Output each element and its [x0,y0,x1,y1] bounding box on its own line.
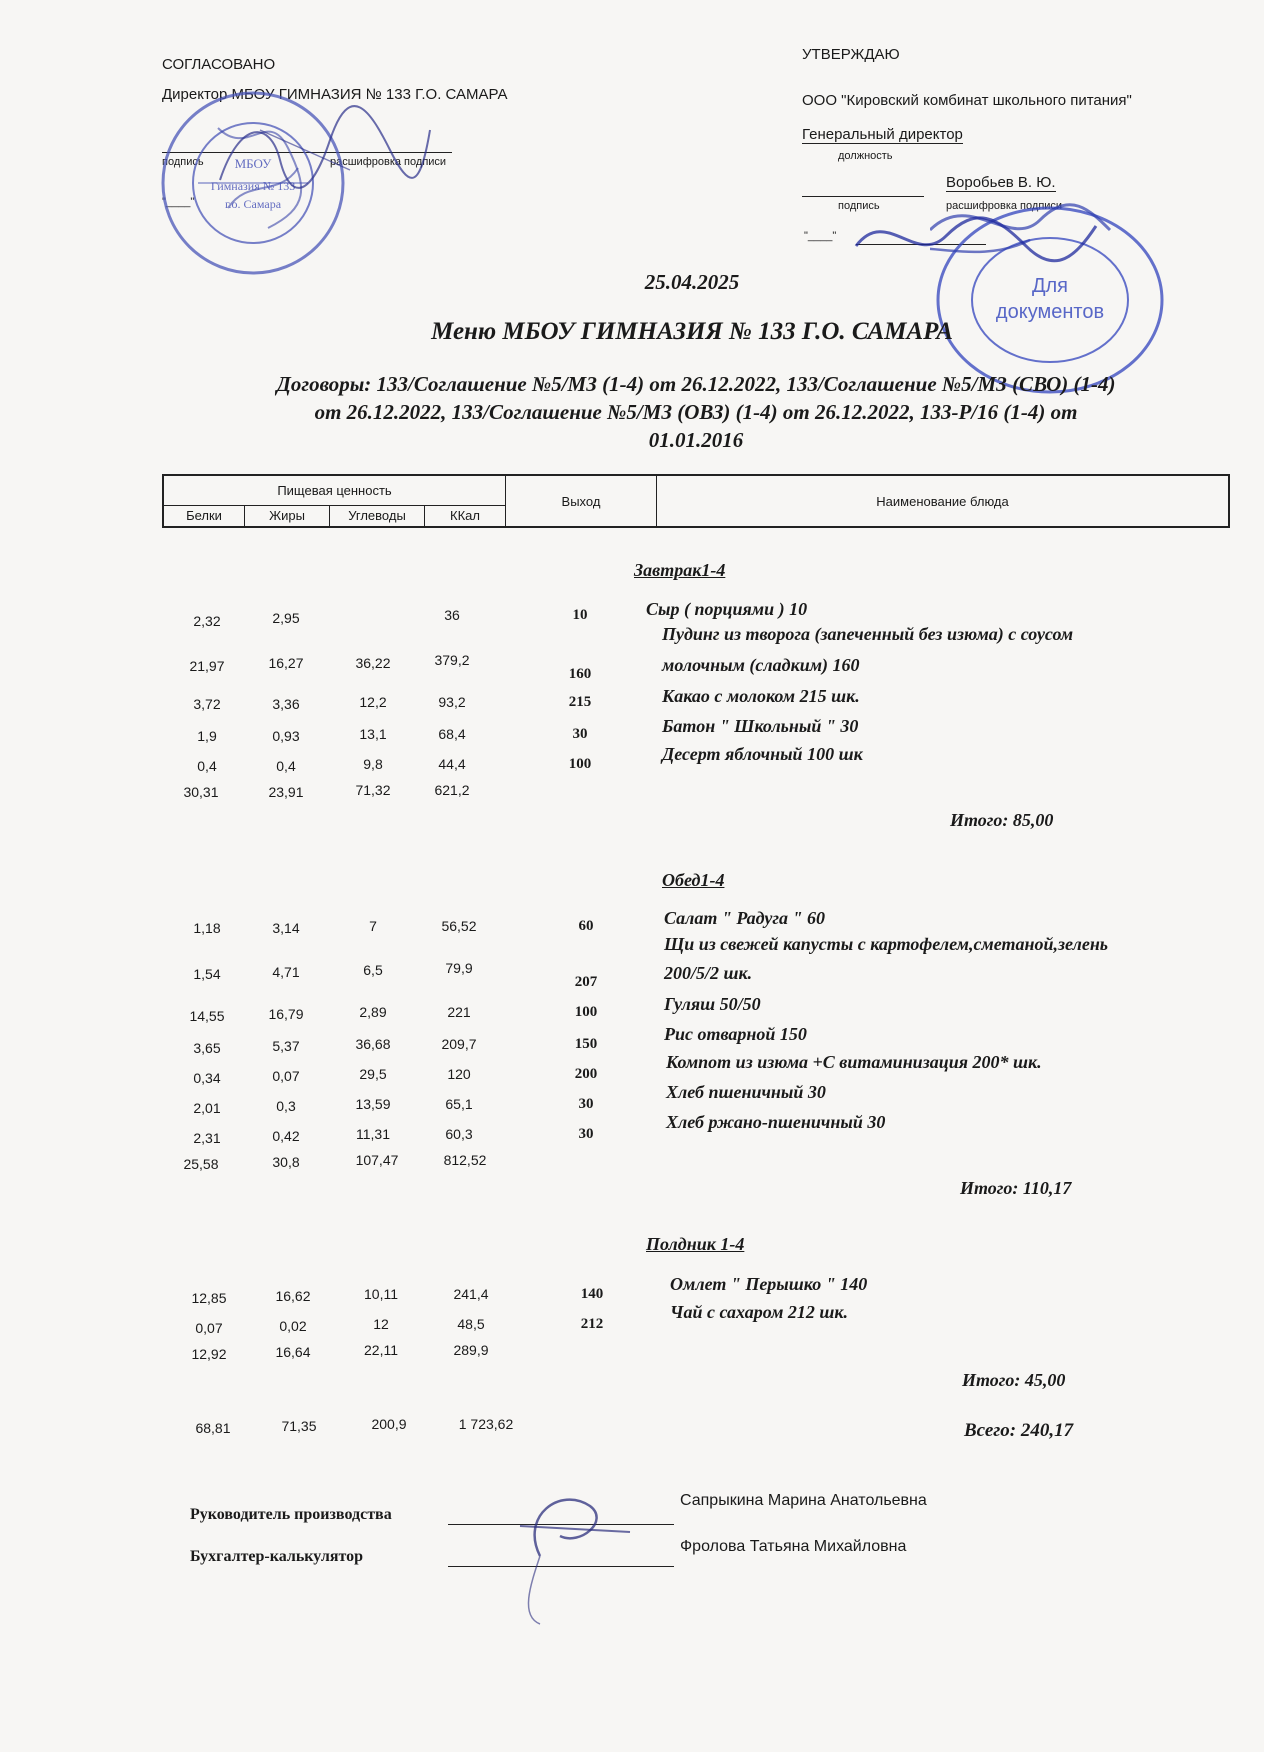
carbs-cell: 6,5 [363,962,383,978]
kcal-cell: 56,52 [441,918,477,934]
stamp-left-line-3: г.о. Самара [224,197,282,211]
fat-grand-total: 71,35 [281,1418,317,1434]
carbs-cell: 36,22 [355,655,391,671]
header-nutrition: Пищевая ценность [163,475,506,505]
dish-name: Хлеб пшеничный 30 [666,1082,826,1102]
kcal-cell: 379,2 [434,652,470,668]
yield-cell: 215 [568,694,592,710]
header-carbs: Углеводы [330,505,425,527]
protein-cell: 0,4 [197,758,217,774]
yield-cell: 100 [574,1004,598,1020]
fat-cell: 5,37 [272,1038,300,1054]
carbs-cell: 11,31 [356,1126,390,1142]
protein-grand-total: 68,81 [195,1420,231,1436]
dish-name: Салат " Радуга " 60 [664,908,825,928]
header-protein: Белки [163,505,245,527]
kcal-grand-total: 1 723,62 [458,1416,514,1432]
header-dish-name: Наименование блюда [657,475,1230,527]
protein-cell: 0,34 [193,1070,221,1086]
dish-name: Хлеб ржано-пшеничный 30 [666,1112,886,1132]
yield-cell: 160 [568,666,592,682]
section-title-breakfast: Завтрак1-4 [634,560,726,580]
fat-cell: 3,14 [272,920,300,936]
dish-name-line-2: молочным (сладким) 160 [662,655,860,675]
protein-cell: 0,07 [195,1320,223,1336]
menu-date: 25.04.2025 [644,270,740,294]
approval-right-title: УТВЕРЖДАЮ [802,46,900,63]
carbs-cell: 13,1 [359,726,387,742]
kcal-total: 621,2 [434,782,470,798]
carbs-cell: 12,2 [359,694,387,710]
contracts-line-2: от 26.12.2022, 133/Соглашение №5/МЗ (ОВЗ) (1-4) от 26.12.2022, 133-Р/16 (1-4) от [314,400,1078,424]
fat-total: 23,91 [268,784,304,800]
kcal-cell: 48,5 [457,1316,485,1332]
carbs-cell: 10,11 [364,1286,398,1302]
dish-name: Щи из свежей капусты с картофелем,сметаной,зелень [664,934,1109,954]
carbs-cell: 36,68 [355,1036,391,1052]
fat-cell: 0,3 [276,1098,296,1114]
header-fat: Жиры [245,505,330,527]
dish-name: Какао с молоком 215 шк. [662,686,860,706]
fat-cell: 16,79 [268,1006,304,1022]
dish-name: Батон " Школьный " 30 [662,716,859,736]
yield-cell: 100 [568,756,592,772]
carbs-cell: 9,8 [363,756,383,772]
carbs-cell: 2,89 [359,1004,387,1020]
carbs-total: 71,32 [355,782,391,798]
protein-cell: 3,72 [193,696,221,712]
fat-cell: 0,02 [279,1318,307,1334]
lunch-itogo: Итого: 110,17 [960,1178,1072,1198]
kcal-cell: 209,7 [441,1036,477,1052]
header-yield: Выход [506,475,657,527]
yield-cell: 60 [578,918,594,934]
yield-cell: 140 [580,1286,604,1302]
protein-cell: 3,65 [193,1040,221,1056]
yield-cell: 30 [572,726,588,742]
approval-right-org: ООО "Кировский комбинат школьного питания" [802,92,1132,109]
right-sign-line [802,196,924,197]
kcal-cell: 65,1 [445,1096,473,1112]
dish-name: Пудинг из творога (запеченный без изюма) с соусом [662,624,1074,644]
approval-left-title: СОГЛАСОВАНО [162,56,276,73]
approval-right-position-label: должность [838,150,893,162]
kcal-total: 812,52 [443,1152,487,1168]
kcal-cell: 68,4 [438,726,466,742]
fat-cell: 0,4 [276,758,296,774]
left-date-quote: "____" [162,196,195,208]
snack-itogo: Итого: 45,00 [962,1370,1066,1390]
stamp-right-line-2: документов [995,301,1105,323]
carbs-grand-total: 200,9 [371,1416,407,1432]
dish-name: Омлет " Перышко " 140 [670,1274,868,1294]
carbs-total: 107,47 [355,1152,399,1168]
fat-total: 30,8 [272,1154,300,1170]
fat-cell: 16,62 [275,1288,311,1304]
protein-cell: 2,32 [193,613,221,629]
handwritten-signature-gendir [846,206,1106,276]
vsego-total: Всего: 240,17 [964,1420,1074,1441]
carbs-cell: 13,59 [355,1096,391,1112]
signature-name-accountant: Фролова Татьяна Михайловна [680,1538,907,1555]
contracts-line-1: Договоры: 133/Соглашение №5/МЗ (1-4) от 26.12.2022, 133/Соглашение №5/МЗ (СВО) (1-4) [276,372,1116,396]
fat-cell: 16,27 [268,655,304,671]
signature-role-accountant: Бухгалтер-калькулятор [190,1548,364,1565]
protein-cell: 14,55 [189,1008,225,1024]
dish-name: Компот из изюма +С витаминизация 200* шк. [666,1052,1042,1072]
kcal-total: 289,9 [453,1342,489,1358]
approval-right-name: Воробьев В. Ю. [946,174,1056,191]
left-sign-label: подпись [162,156,204,168]
kcal-cell: 120 [447,1066,471,1082]
contracts-line-3: 01.01.2016 [648,428,744,452]
right-decode-label: расшифровка подписи [946,200,1063,212]
right-date-quote: "____" [804,230,837,242]
section-title-lunch: Обед1-4 [662,870,725,890]
carbs-total: 22,11 [364,1342,398,1358]
protein-cell: 1,54 [193,966,221,982]
protein-total: 30,31 [183,784,219,800]
yield-cell: 200 [574,1066,598,1082]
fat-cell: 0,42 [272,1128,300,1144]
protein-total: 12,92 [191,1346,227,1362]
menu-title: Меню МБОУ ГИМНАЗИЯ № 133 Г.О. САМАРА [431,318,953,345]
fat-cell: 2,95 [272,610,300,626]
protein-cell: 2,01 [193,1100,221,1116]
yield-cell: 207 [574,974,598,990]
protein-cell: 1,9 [197,728,217,744]
section-title-snack: Полдник 1-4 [646,1234,745,1254]
yield-cell: 10 [572,607,588,623]
left-decode-label: расшифровка подписи [330,156,447,168]
fat-cell: 0,93 [272,728,300,744]
yield-cell: 150 [574,1036,598,1052]
yield-cell: 30 [578,1126,594,1142]
dish-name: Сыр ( порциями ) 10 [646,599,808,619]
kcal-cell: 60,3 [445,1126,473,1142]
dish-name-line-2: 200/5/2 шк. [664,963,753,983]
carbs-cell: 7 [369,918,377,934]
kcal-cell: 79,9 [445,960,473,976]
yield-cell: 212 [580,1316,604,1332]
kcal-cell: 44,4 [438,756,466,772]
fat-total: 16,64 [275,1344,311,1360]
menu-table-header [162,474,1230,528]
carbs-cell: 29,5 [359,1066,387,1082]
kcal-cell: 36 [444,607,460,623]
approval-left-director: Директор МБОУ ГИМНАЗИЯ № 133 Г.О. САМАРА [162,86,508,103]
contracts-block [162,370,1230,454]
fat-cell: 3,36 [272,696,300,712]
handwritten-signature-production [480,1476,700,1626]
kcal-cell: 241,4 [453,1286,489,1302]
signature-role-production: Руководитель производства [190,1506,392,1523]
protein-cell: 2,31 [193,1130,221,1146]
handwritten-signature-director [200,100,440,210]
protein-total: 25,58 [183,1156,219,1172]
dish-name: Гуляш 50/50 [664,994,761,1014]
signature-name-production: Сапрыкина Марина Анатольевна [680,1492,927,1509]
protein-cell: 21,97 [189,658,225,674]
fat-cell: 0,07 [272,1068,300,1084]
fat-cell: 4,71 [272,964,300,980]
stamp-right-line-1: Для [1031,275,1069,297]
protein-cell: 12,85 [191,1290,227,1306]
stamp-left-line-1: МБОУ [234,156,272,171]
yield-cell: 30 [578,1096,594,1112]
header-kcal: ККал [425,505,506,527]
dish-name: Чай с сахаром 212 шк. [670,1302,849,1322]
dish-name: Десерт яблочный 100 шк [662,744,863,764]
dish-name: Рис отварной 150 [664,1024,807,1044]
kcal-cell: 221 [447,1004,471,1020]
approval-right-position: Генеральный директор [802,126,963,143]
right-sign-label: подпись [838,200,880,212]
stamp-left-line-2: Гимназия № 133 [210,179,296,193]
carbs-cell: 12 [373,1316,389,1332]
kcal-cell: 93,2 [438,694,466,710]
protein-cell: 1,18 [193,920,221,936]
breakfast-itogo: Итого: 85,00 [950,810,1054,830]
